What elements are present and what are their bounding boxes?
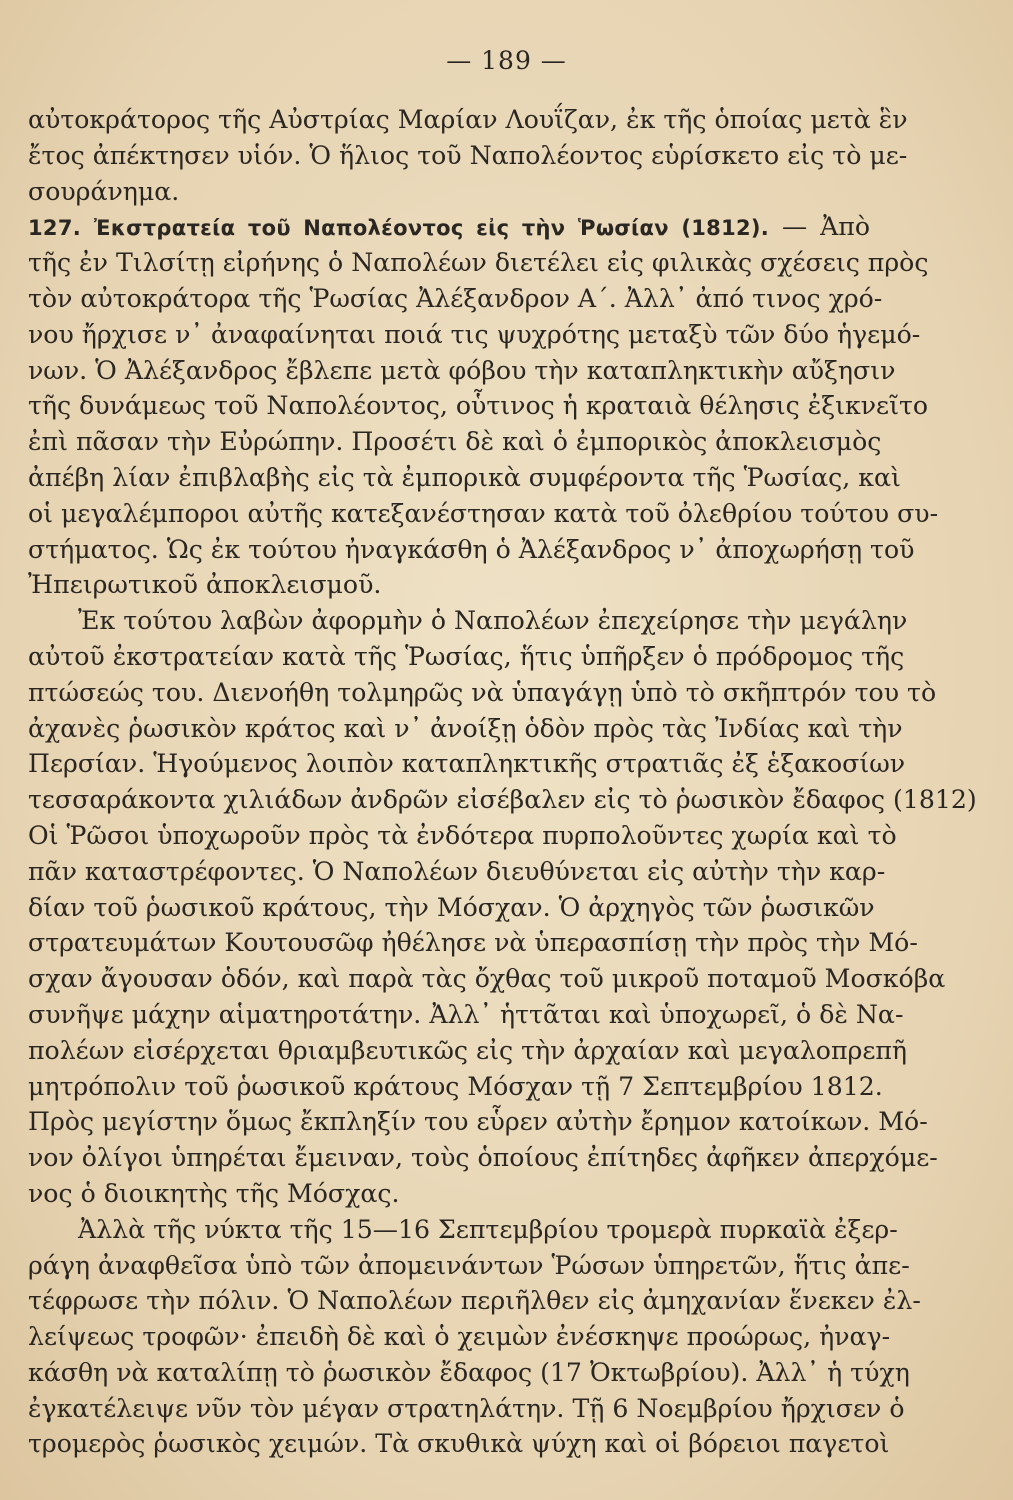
text-line: τρομερὸς ῥωσικὸς χειμών. Τὰ σκυθικὰ ψύχη καὶ οἱ βόρειοι παγετοὶ — [28, 1429, 890, 1459]
text-line: νον ὀλίγοι ὑπηρέται ἔμειναν, τοὺς ὁποίους ἐπίτηδες ἀφῆκεν ἀπερχόμε- — [28, 1143, 938, 1173]
text-line: τῆς δυνάμεως τοῦ Ναπολέοντος, οὗτινος ἡ κραταιὰ θέλησις ἐξικνεῖτο — [28, 391, 929, 421]
section-heading-line — [28, 209, 870, 245]
text-line: Ἐκ τούτου λαβὼν ἀφορμὴν ὁ Ναπολέων ἐπεχείρησε τὴν μεγάλην — [78, 606, 908, 636]
text-line: ἀπέβη λίαν ἐπιβλαβὴς εἰς τὰ ἐμπορικὰ συμφέροντα τῆς Ῥωσίας, καὶ — [28, 462, 901, 492]
text-line: Ἀλλὰ τῆς νύκτα τῆς 15—16 Σεπτεμβρίου τρομερὰ πυρκαϊὰ ἐξερ- — [78, 1214, 898, 1244]
text-line: τῆς ἐν Τιλσίτῃ εἰρήνης ὁ Ναπολέων διετέλει εἰς φιλικὰς σχέσεις πρὸς — [28, 248, 929, 278]
text-line: ἀχανὲς ῥωσικὸν κράτος καὶ ν᾽ ἀνοίξῃ ὁδὸν πρὸς τὰς Ἰνδίας καὶ τὴν — [28, 713, 903, 743]
text-line: πολέων εἰσέρχεται θριαμβευτικῶς εἰς τὴν ἀρχαίαν καὶ μεγαλοπρεπῆ — [28, 1035, 908, 1065]
heading-line-rest: — Ἀπὸ — [781, 212, 870, 242]
text-line: Περσίαν. Ἡγούμενος λοιπὸν καταπληκτικῆς στρατιᾶς ἐξ ἑξακοσίων — [28, 749, 906, 779]
text-line: σχαν ἄγουσαν ὁδόν, καὶ παρὰ τὰς ὄχθας τοῦ μικροῦ ποταμοῦ Μοσκόβα — [28, 964, 946, 994]
page-number: — 189 — — [446, 46, 567, 75]
paragraph-fire — [28, 1212, 921, 1463]
text-line: νων. Ὁ Ἀλέξανδρος ἔβλεπε μετὰ φόβου τὴν καταπληκτικὴν αὔξησιν — [28, 355, 896, 385]
section-number: 127. — [28, 216, 82, 241]
text-line: ἐπὶ πᾶσαν τὴν Εὐρώπην. Προσέτι δὲ καὶ ὁ ἐμπορικὸς ἀποκλεισμὸς — [28, 427, 882, 457]
text-line: Ἠπειρωτικοῦ ἀποκλεισμοῦ. — [28, 570, 382, 600]
text-line: τὸν αὐτοκράτορα τῆς Ῥωσίας Ἀλέξανδρον Α΄. Ἀλλ᾽ ἀπό τινος χρό- — [28, 283, 883, 313]
text-line: πᾶν καταστρέφοντες. Ὁ Ναπολέων διευθύνεται εἰς αὐτὴν τὴν καρ- — [28, 856, 886, 886]
text-line: ράγη ἀναφθεῖσα ὑπὸ τῶν ἀπομεινάντων Ῥώσων ὑπηρετῶν, ἥτις ἀπε- — [28, 1250, 910, 1280]
body-text — [28, 102, 977, 1462]
text-line: Πρὸς μεγίστην ὅμως ἔκπληξίν του εὗρεν αὐτὴν ἔρημον κατοίκων. Μό- — [28, 1107, 928, 1137]
text-line: νος ὁ διοικητὴς τῆς Μόσχας. — [28, 1178, 400, 1208]
text-line: πτώσεώς του. Διενοήθη τολμηρῶς νὰ ὑπαγάγῃ ὑπὸ τὸ σκῆπτρόν του τὸ — [28, 677, 937, 707]
text-line: οἱ μεγαλέμποροι αὐτῆς κατεξανέστησαν κατὰ τοῦ ὀλεθρίου τούτου συ- — [28, 498, 939, 528]
text-line: δίαν τοῦ ῥωσικοῦ κράτους, τὴν Μόσχαν. Ὁ ἀρχηγὸς τῶν ῥωσικῶν — [28, 892, 875, 922]
text-line: λείψεως τροφῶν· ἐπειδὴ δὲ καὶ ὁ χειμὼν ἐνέσκηψε προώρως, ἠναγ- — [28, 1322, 891, 1352]
text-line: Οἱ Ῥῶσοι ὑποχωροῦν πρὸς τὰ ἐνδότερα πυρπολοῦντες χωρία καὶ τὸ — [28, 820, 897, 850]
text-line: αὐτοῦ ἐκστρατείαν κατὰ τῆς Ῥωσίας, ἥτις ὑπῆρξεν ὁ πρόδρομος τῆς — [28, 641, 905, 671]
text-line: αὐτοκράτορος τῆς Αὐστρίας Μαρίαν Λουΐζαν, ἐκ τῆς ὁποίας μετὰ ἓν — [28, 105, 908, 134]
paragraph-intro — [28, 102, 908, 209]
paragraph-section-127 — [28, 209, 939, 603]
text-line: στήματος. Ὡς ἐκ τούτου ἠναγκάσθη ὁ Ἀλέξανδρος ν᾽ ἀποχωρήσῃ τοῦ — [28, 534, 915, 564]
text-line: μητρόπολιν τοῦ ῥωσικοῦ κράτους Μόσχαν τῇ 7 Σεπτεμβρίου 1812. — [28, 1071, 883, 1101]
text-line: κάσθη νὰ καταλίπῃ τὸ ῥωσικὸν ἔδαφος (17 Ὀκτωβρίου). Ἀλλ᾽ ἡ τύχη — [28, 1357, 910, 1387]
text-line: ἐγκατέλειψε νῦν τὸν μέγαν στρατηλάτην. Τῇ 6 Νοεμβρίου ἤρχισεν ὁ — [28, 1393, 905, 1423]
text-line: τεσσαράκοντα χιλιάδων ἀνδρῶν εἰσέβαλεν εἰς τὸ ῥωσικὸν ἔδαφος (1812) — [28, 785, 977, 815]
text-line: ἔτος ἀπέκτησεν υἱόν. Ὁ ἥλιος τοῦ Ναπολέοντος εὑρίσκετο εἰς τὸ με- — [28, 140, 908, 170]
text-line: στρατευμάτων Κουτουσῶφ ἠθέλησε νὰ ὑπερασπίσῃ τὴν πρὸς τὴν Μό- — [28, 928, 918, 958]
text-line: τέφρωσε τὴν πόλιν. Ὁ Ναπολέων περιῆλθεν εἰς ἀμηχανίαν ἕνεκεν ἐλ- — [28, 1286, 921, 1316]
text-line: νου ἤρχισε ν᾽ ἀναφαίνηται ποιά τις ψυχρότης μεταξὺ τῶν δύο ἡγεμό- — [28, 319, 921, 349]
text-line: σουράνημα. — [28, 176, 180, 206]
paragraph-campaign — [28, 603, 977, 1212]
text-line: συνῆψε μάχην αἱματηροτάτην. Ἀλλ᾽ ἡττᾶται καὶ ὑποχωρεῖ, ὁ δὲ Να- — [28, 999, 904, 1029]
section-title: Ἐκστρατεία τοῦ Ναπολέοντος εἰς τὴν Ῥωσίαν (1812). — [93, 216, 770, 241]
